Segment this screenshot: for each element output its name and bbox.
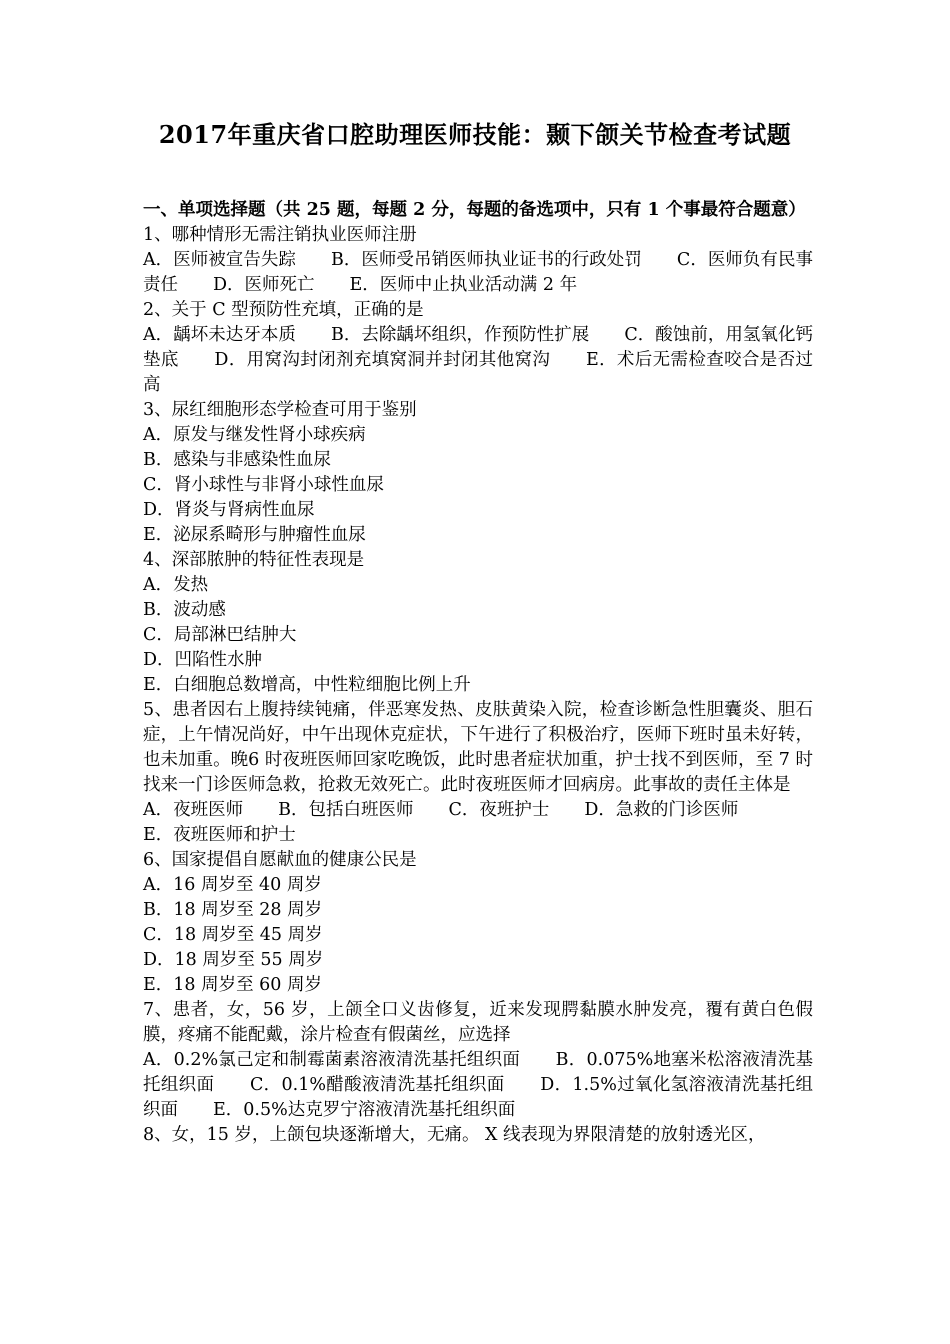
document-title: 2017年重庆省口腔助理医师技能：颞下颌关节检查考试题 bbox=[158, 120, 792, 149]
question-6 bbox=[143, 848, 813, 998]
question-stem: 2、关于 C 型预防性充填，正确的是 bbox=[143, 300, 424, 320]
question-stem: 4、深部脓肿的特征性表现是 bbox=[143, 550, 365, 570]
question-options: A．龋坏未达牙本质 B．去除龋坏组织，作预防性扩展 C．酸蚀前，用氢氧化钙垫底 D．用窝沟封闭剂充填窝洞并封闭其他窝沟 E．术后无需检查咬合是否过高 bbox=[143, 325, 813, 395]
option-a: A．发热 bbox=[143, 575, 209, 595]
option-e: E．泌尿系畸形与肿瘤性血尿 bbox=[143, 525, 366, 545]
question-stem: 5、患者因右上腹持续钝痛，伴恶寒发热、皮肤黄染入院，检查诊断急性胆囊炎、胆石症，上午情况尚好，中午出现休克症状，下午进行了积极治疗，医师下班时虽未好转，也未加重。晚6 时夜班医师回家吃晚饭，此时患者症状加重，护士找不到医师，至 7 时找来一门诊医师急救，抢救无效死亡。此时夜班医师才回病房。此事故的责任主体是 bbox=[143, 700, 813, 795]
question-options: A．0.2%氯己定和制霉菌素溶液清洗基托组织面 B．0.075%地塞米松溶液清洗基托组织面 C．0.1%醋酸液清洗基托组织面 D．1.5%过氧化氢溶液清洗基托组织面 E．0.5%达克罗宁溶液清洗基托组织面 bbox=[143, 1050, 813, 1120]
question-3 bbox=[143, 398, 813, 548]
question-stem: 3、尿红细胞形态学检查可用于鉴别 bbox=[143, 400, 417, 420]
option-e: E．18 周岁至 60 周岁 bbox=[143, 975, 322, 995]
option-d: D．凹陷性水肿 bbox=[143, 650, 263, 670]
question-stem: 1、哪种情形无需注销执业医师注册 bbox=[143, 225, 417, 245]
question-options: A．夜班医师 B．包括白班医师 C．夜班护士 D．急救的门诊医师 bbox=[143, 800, 739, 820]
option-a: A．16 周岁至 40 周岁 bbox=[143, 875, 322, 895]
question-7 bbox=[143, 998, 813, 1123]
question-stem: 8、女，15 岁，上颌包块逐渐增大，无痛。 X 线表现为界限清楚的放射透光区， bbox=[143, 1125, 766, 1145]
question-4 bbox=[143, 548, 813, 698]
option-c: C．18 周岁至 45 周岁 bbox=[143, 925, 323, 945]
option-c: C．局部淋巴结肿大 bbox=[143, 625, 297, 645]
option-d: D．18 周岁至 55 周岁 bbox=[143, 950, 324, 970]
option-a: A．原发与继发性肾小球疾病 bbox=[143, 425, 366, 445]
option-e: E．夜班医师和护士 bbox=[143, 825, 296, 845]
option-b: B．18 周岁至 28 周岁 bbox=[143, 900, 323, 920]
question-8 bbox=[143, 1123, 813, 1148]
question-2 bbox=[143, 298, 813, 398]
question-options: A．医师被宣告失踪 B．医师受吊销医师执业证书的行政处罚 C．医师负有民事责任 D．医师死亡 E．医师中止执业活动满 2 年 bbox=[143, 250, 813, 295]
option-b: B．波动感 bbox=[143, 600, 226, 620]
question-5 bbox=[143, 698, 813, 848]
document-body bbox=[143, 198, 813, 1148]
option-b: B．感染与非感染性血尿 bbox=[143, 450, 331, 470]
option-d: D．肾炎与肾病性血尿 bbox=[143, 500, 315, 520]
option-c: C．肾小球性与非肾小球性血尿 bbox=[143, 475, 384, 495]
question-1 bbox=[143, 223, 813, 298]
question-stem: 6、国家提倡自愿献血的健康公民是 bbox=[143, 850, 417, 870]
section-heading: 一、单项选择题（共 25 题，每题 2 分，每题的备选项中，只有 1 个事最符合题意） bbox=[143, 200, 806, 220]
option-e: E．白细胞总数增高，中性粒细胞比例上升 bbox=[143, 675, 471, 695]
question-stem: 7、患者，女，56 岁，上颌全口义齿修复，近来发现腭黏膜水肿发亮，覆有黄白色假膜，疼痛不能配戴，涂片检查有假菌丝，应选择 bbox=[143, 1000, 813, 1045]
